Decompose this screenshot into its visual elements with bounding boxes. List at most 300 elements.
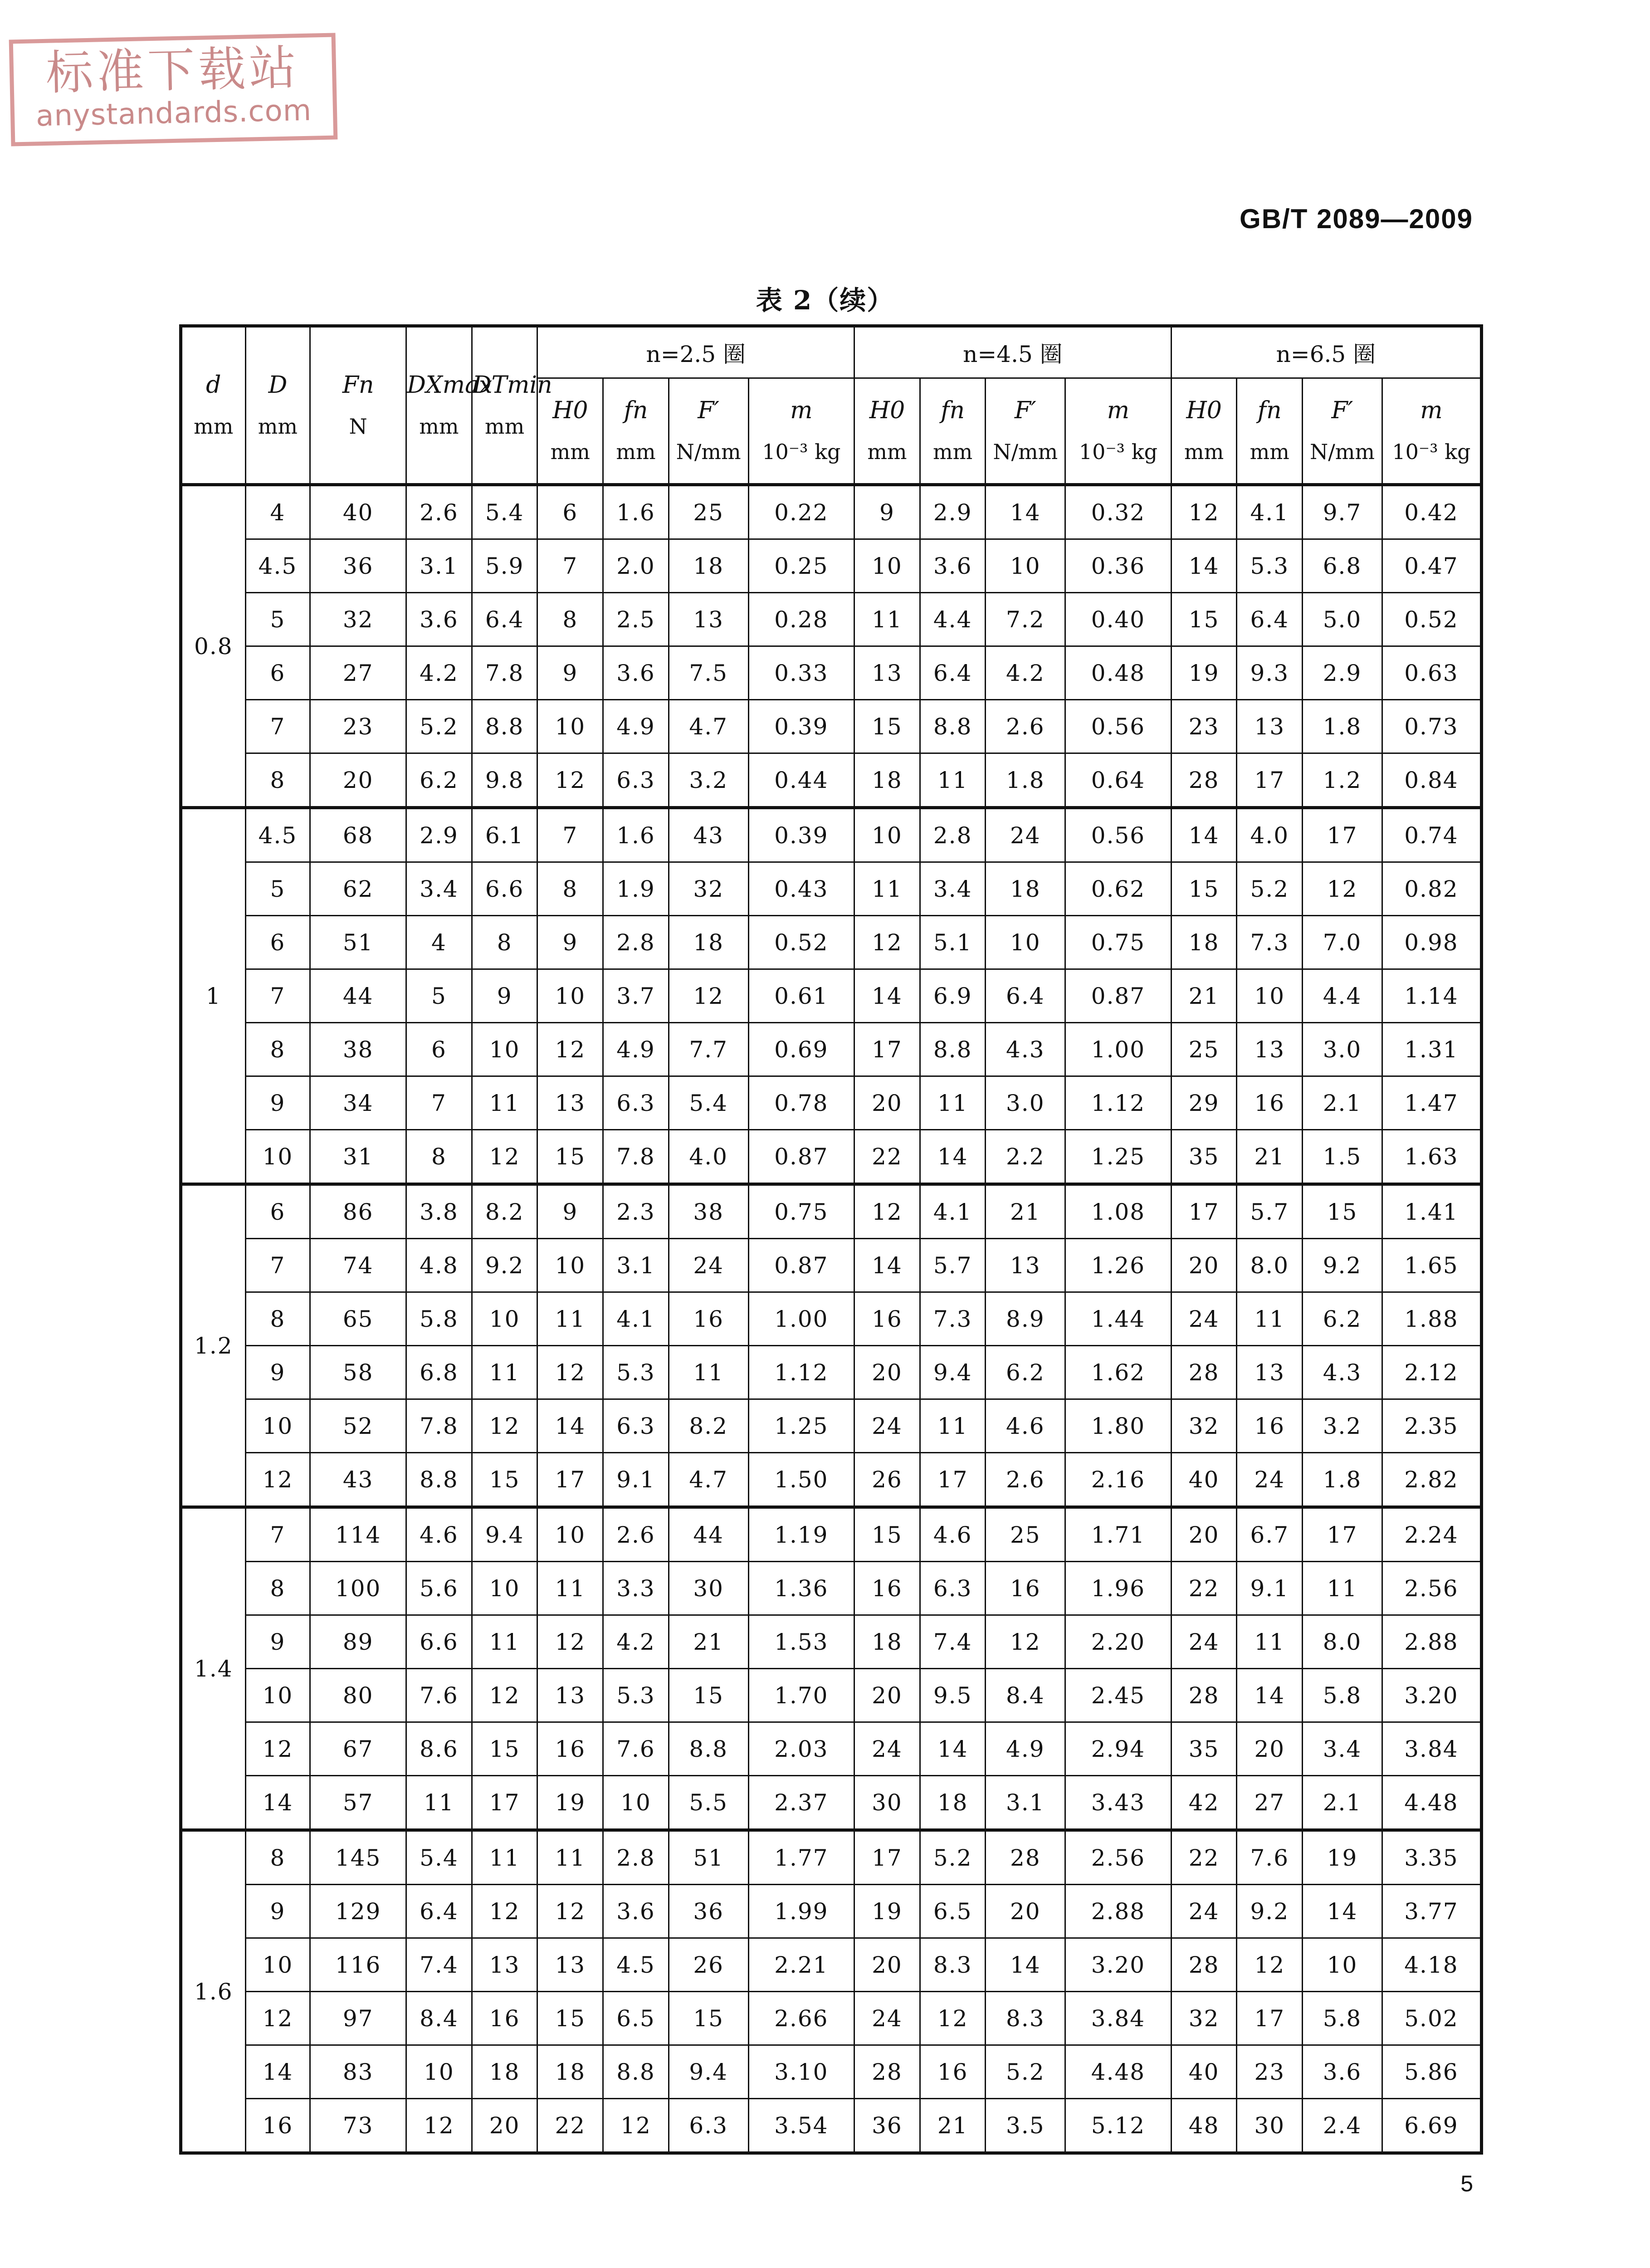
table-cell: 8.2 [472, 1184, 537, 1239]
table-cell: 4.3 [986, 1023, 1065, 1076]
table-cell: 18 [472, 2045, 537, 2099]
table-cell: 16 [1237, 1399, 1303, 1453]
table-cell: 1.65 [1382, 1239, 1481, 1292]
table-cell: 20 [310, 753, 406, 808]
table-row [181, 1669, 1482, 1722]
table-cell: 2.45 [1065, 1669, 1172, 1722]
header-group-n0: n=2.5 圈 [537, 326, 854, 378]
table-cell: 5.2 [1237, 862, 1303, 916]
table-row [181, 593, 1482, 646]
table-cell: 8 [537, 862, 603, 916]
table-cell: 7.6 [406, 1669, 472, 1722]
header-unit: mm [867, 440, 907, 464]
table-cell: 3.10 [748, 2045, 854, 2099]
header-unit: mm [616, 440, 656, 464]
table-cell: 8.0 [1237, 1239, 1303, 1292]
header-sub-2 [1303, 378, 1382, 485]
table-cell: 7.0 [1303, 916, 1382, 969]
table-cell: 20 [854, 1346, 920, 1399]
table-cell: 11 [406, 1776, 472, 1830]
table-cell: 58 [310, 1346, 406, 1399]
stamp-url-text: anystandards.com [35, 93, 312, 133]
table-cell: 83 [310, 2045, 406, 2099]
table-cell: 1.36 [748, 1562, 854, 1615]
header-dxmax [406, 326, 493, 485]
table-cell: 8 [537, 593, 603, 646]
table-cell: 0.52 [1382, 593, 1481, 646]
table-cell: 4.1 [1237, 485, 1303, 539]
table-cell: 0.40 [1065, 593, 1172, 646]
table-cell: 5.86 [1382, 2045, 1481, 2099]
table-cell: 17 [537, 1453, 603, 1507]
table-cell: 26 [854, 1453, 920, 1507]
table-cell: 4.48 [1065, 2045, 1172, 2099]
table-cell: 6.3 [603, 753, 669, 808]
table-cell: 15 [472, 1453, 537, 1507]
table-cell: 0.69 [748, 1023, 854, 1076]
table-cell: 0.32 [1065, 485, 1172, 539]
table-cell: 12 [472, 1399, 537, 1453]
table-row [181, 1507, 1482, 1562]
table-cell: 3.6 [920, 539, 986, 593]
table-cell: 15 [854, 1507, 920, 1562]
table-cell: 5.4 [406, 1830, 472, 1885]
table-cell: 2.88 [1065, 1885, 1172, 1938]
table-cell: 12 [472, 1885, 537, 1938]
table-cell: 3.0 [986, 1076, 1065, 1130]
table-cell: 11 [669, 1346, 748, 1399]
table-cell: 3.4 [1303, 1722, 1382, 1776]
header-sub-3 [1382, 378, 1481, 485]
table-cell: 0.74 [1382, 808, 1481, 862]
table-cell: 1.6 [603, 485, 669, 539]
table-cell: 5.2 [406, 700, 472, 753]
table-cell: 20 [472, 2099, 537, 2153]
table-cell: 5 [245, 593, 310, 646]
table-cell: 3.8 [406, 1184, 472, 1239]
table-cell: 12 [537, 1615, 603, 1669]
table-cell: 32 [310, 593, 406, 646]
table-cell: 9.3 [1237, 646, 1303, 700]
table-cell: 44 [310, 969, 406, 1023]
table-cell: 11 [537, 1292, 603, 1346]
table-cell: 0.39 [748, 808, 854, 862]
table-cell: 4.7 [669, 1453, 748, 1507]
table-cell: 6.69 [1382, 2099, 1481, 2153]
table-cell: 12 [1237, 1938, 1303, 1992]
table-cell: 1.63 [1382, 1130, 1481, 1184]
table-cell: 17 [854, 1023, 920, 1076]
table-cell: 7 [537, 539, 603, 593]
table-cell: 6.6 [472, 862, 537, 916]
table-cell: 0.61 [748, 969, 854, 1023]
table-cell: 10 [537, 1507, 603, 1562]
table-cell: 32 [1171, 1992, 1237, 2045]
table-cell: 0.73 [1382, 700, 1481, 753]
table-cell: 1.88 [1382, 1292, 1481, 1346]
header-symbol: H0 [1186, 397, 1222, 424]
table-cell: 1.41 [1382, 1184, 1481, 1239]
table-cell: 0.28 [748, 593, 854, 646]
table-cell: 18 [920, 1776, 986, 1830]
table-cell: 4.2 [986, 646, 1065, 700]
table-cell: 8 [245, 753, 310, 808]
table-cell: 24 [986, 808, 1065, 862]
table-cell: 35 [1171, 1130, 1237, 1184]
header-unit: mm [550, 440, 590, 464]
table-cell: 11 [472, 1615, 537, 1669]
table-cell: 7.2 [986, 593, 1065, 646]
table-cell: 62 [310, 862, 406, 916]
table-cell: 4.8 [406, 1239, 472, 1292]
table-cell: 9.4 [669, 2045, 748, 2099]
table-cell: 14 [1171, 539, 1237, 593]
header-symbol: Fn [342, 371, 374, 399]
table-cell: 5.2 [986, 2045, 1065, 2099]
table-cell: 25 [986, 1507, 1065, 1562]
table-cell: 12 [245, 1992, 310, 2045]
table-cell: 4 [406, 916, 472, 969]
table-cell: 28 [1171, 1346, 1237, 1399]
table-cell: 12 [245, 1722, 310, 1776]
table-cell: 9.4 [920, 1346, 986, 1399]
table-cell: 20 [1171, 1239, 1237, 1292]
standard-number: GB/T 2089—2009 [1240, 204, 1473, 234]
wire-diameter-cell: 1 [181, 808, 246, 1184]
table-cell: 3.7 [603, 969, 669, 1023]
table-cell: 5.8 [406, 1292, 472, 1346]
table-cell: 4.5 [245, 539, 310, 593]
table-row [181, 2045, 1482, 2099]
table-cell: 6.3 [669, 2099, 748, 2153]
table-cell: 22 [1171, 1562, 1237, 1615]
table-cell: 8.3 [920, 1938, 986, 1992]
table-cell: 1.50 [748, 1453, 854, 1507]
table-cell: 2.2 [986, 1130, 1065, 1184]
table-cell: 17 [1303, 1507, 1382, 1562]
header-sub-1 [920, 378, 986, 485]
table-cell: 0.98 [1382, 916, 1481, 969]
table-cell: 67 [310, 1722, 406, 1776]
table-cell: 3.6 [603, 1885, 669, 1938]
table-cell: 3.20 [1382, 1669, 1481, 1722]
table-cell: 13 [537, 1669, 603, 1722]
table-cell: 0.33 [748, 646, 854, 700]
table-cell: 3.6 [603, 646, 669, 700]
table-cell: 11 [920, 1399, 986, 1453]
table-cell: 21 [669, 1615, 748, 1669]
table-cell: 10 [986, 539, 1065, 593]
table-cell: 0.22 [748, 485, 854, 539]
table-cell: 19 [1303, 1830, 1382, 1885]
table-cell: 1.96 [1065, 1562, 1172, 1615]
table-cell: 7.4 [406, 1938, 472, 1992]
table-cell: 129 [310, 1885, 406, 1938]
table-cell: 7 [537, 808, 603, 862]
table-cell: 0.25 [748, 539, 854, 593]
table-cell: 6.4 [986, 969, 1065, 1023]
table-cell: 2.6 [406, 485, 472, 539]
table-cell: 40 [1171, 2045, 1237, 2099]
table-cell: 1.8 [986, 753, 1065, 808]
table-cell: 3.84 [1065, 1992, 1172, 2045]
table-row [181, 1076, 1482, 1130]
table-cell: 2.66 [748, 1992, 854, 2045]
table-row [181, 1399, 1482, 1453]
table-row [181, 1453, 1482, 1507]
table-cell: 2.35 [1382, 1399, 1481, 1453]
table-cell: 17 [1237, 1992, 1303, 2045]
table-cell: 2.56 [1065, 1830, 1172, 1885]
table-cell: 3.54 [748, 2099, 854, 2153]
table-cell: 9.5 [920, 1669, 986, 1722]
table-cell: 12 [854, 916, 920, 969]
table-cell: 5.3 [1237, 539, 1303, 593]
table-cell: 13 [472, 1938, 537, 1992]
table-cell: 36 [669, 1885, 748, 1938]
table-row [181, 646, 1482, 700]
table-cell: 10 [1237, 969, 1303, 1023]
table-cell: 2.9 [920, 485, 986, 539]
table-cell: 14 [1237, 1669, 1303, 1722]
header-symbol: H0 [552, 397, 588, 424]
table-cell: 10 [245, 1938, 310, 1992]
table-cell: 9 [472, 969, 537, 1023]
header-symbol: DXmax [407, 371, 493, 399]
table-cell: 18 [854, 1615, 920, 1669]
table-cell: 0.75 [748, 1184, 854, 1239]
table-cell: 4.0 [1237, 808, 1303, 862]
table-cell: 12 [1171, 485, 1237, 539]
table-body [181, 485, 1482, 2153]
header-unit: mm [258, 414, 298, 439]
table-cell: 6.3 [920, 1562, 986, 1615]
header-sub-3 [748, 378, 854, 485]
table-cell: 7.3 [920, 1292, 986, 1346]
table-cell: 9 [537, 646, 603, 700]
table-cell: 2.9 [1303, 646, 1382, 700]
table-cell: 1.47 [1382, 1076, 1481, 1130]
header-unit: N/mm [1309, 440, 1375, 464]
table-cell: 20 [986, 1885, 1065, 1938]
table-cell: 9 [537, 916, 603, 969]
table-cell: 4.6 [920, 1507, 986, 1562]
table-cell: 14 [854, 1239, 920, 1292]
table-cell: 7.5 [669, 646, 748, 700]
table-cell: 1.14 [1382, 969, 1481, 1023]
table-cell: 10 [986, 916, 1065, 969]
table-cell: 16 [1237, 1076, 1303, 1130]
table-cell: 6.1 [472, 808, 537, 862]
table-cell: 8 [472, 916, 537, 969]
table-cell: 16 [986, 1562, 1065, 1615]
table-cell: 0.87 [748, 1130, 854, 1184]
table-cell: 9 [245, 1885, 310, 1938]
table-cell: 9 [245, 1076, 310, 1130]
table-cell: 5.3 [603, 1669, 669, 1722]
table-cell: 2.24 [1382, 1507, 1481, 1562]
header-row-1 [181, 326, 1482, 378]
table-cell: 18 [669, 539, 748, 593]
table-cell: 14 [1171, 808, 1237, 862]
table-cell: 0.52 [748, 916, 854, 969]
table-cell: 8.8 [406, 1453, 472, 1507]
table-cell: 12 [472, 1669, 537, 1722]
table-cell: 6.4 [1237, 593, 1303, 646]
table-cell: 86 [310, 1184, 406, 1239]
table-cell: 7.6 [1237, 1830, 1303, 1885]
table-cell: 1.25 [748, 1399, 854, 1453]
header-symbol: fn [624, 397, 648, 424]
table-cell: 2.12 [1382, 1346, 1481, 1399]
table-cell: 48 [1171, 2099, 1237, 2153]
table-cell: 8 [406, 1130, 472, 1184]
table-cell: 4.1 [603, 1292, 669, 1346]
table-cell: 8.0 [1303, 1615, 1382, 1669]
table-cell: 21 [986, 1184, 1065, 1239]
table-cell: 5.02 [1382, 1992, 1481, 2045]
table-cell: 7.8 [603, 1130, 669, 1184]
table-cell: 4.6 [406, 1507, 472, 1562]
header-d [181, 326, 246, 485]
table-cell: 51 [669, 1830, 748, 1885]
table-cell: 10 [472, 1562, 537, 1615]
table-cell: 13 [986, 1239, 1065, 1292]
table-cell: 73 [310, 2099, 406, 2153]
header-sub-2 [986, 378, 1065, 485]
table-cell: 0.78 [748, 1076, 854, 1130]
table-cell: 0.56 [1065, 700, 1172, 753]
table-cell: 24 [854, 1722, 920, 1776]
table-row [181, 1130, 1482, 1184]
table-cell: 11 [854, 593, 920, 646]
header-symbol: m [790, 397, 813, 424]
table-cell: 10 [406, 2045, 472, 2099]
table-cell: 2.5 [603, 593, 669, 646]
table-row [181, 1023, 1482, 1076]
table-row [181, 1992, 1482, 2045]
table-cell: 34 [310, 1076, 406, 1130]
table-cell: 14 [1303, 1885, 1382, 1938]
table-cell: 5.7 [920, 1239, 986, 1292]
header-unit: mm [933, 440, 973, 464]
table-cell: 7.6 [603, 1722, 669, 1776]
table-cell: 51 [310, 916, 406, 969]
table-cell: 1.44 [1065, 1292, 1172, 1346]
table-cell: 0.56 [1065, 808, 1172, 862]
table-cell: 6.3 [603, 1399, 669, 1453]
table-cell: 12 [669, 969, 748, 1023]
table-cell: 12 [854, 1184, 920, 1239]
table-row [181, 1184, 1482, 1239]
table-cell: 17 [472, 1776, 537, 1830]
table-cell: 3.3 [603, 1562, 669, 1615]
table-cell: 11 [472, 1076, 537, 1130]
table-cell: 4.6 [986, 1399, 1065, 1453]
table-cell: 52 [310, 1399, 406, 1453]
table-cell: 20 [1171, 1507, 1237, 1562]
header-symbol: fn [1257, 397, 1282, 424]
header-sub-3 [1065, 378, 1172, 485]
table-cell: 116 [310, 1938, 406, 1992]
table-cell: 5.4 [669, 1076, 748, 1130]
table-row [181, 1722, 1482, 1776]
table-cell: 12 [1303, 862, 1382, 916]
table-cell: 11 [472, 1346, 537, 1399]
table-cell: 6.9 [920, 969, 986, 1023]
table-cell: 12 [603, 2099, 669, 2153]
table-cell: 2.8 [603, 1830, 669, 1885]
table-cell: 7.4 [920, 1615, 986, 1669]
table-cell: 11 [920, 753, 986, 808]
table-cell: 9.1 [603, 1453, 669, 1507]
table-cell: 3.35 [1382, 1830, 1481, 1885]
table-cell: 5.8 [1303, 1992, 1382, 2045]
table-cell: 18 [1171, 916, 1237, 969]
table-cell: 6 [537, 485, 603, 539]
table-row [181, 808, 1482, 862]
table-cell: 28 [986, 1830, 1065, 1885]
table-cell: 4.5 [603, 1938, 669, 1992]
table-cell: 1.31 [1382, 1023, 1481, 1076]
table-cell: 1.9 [603, 862, 669, 916]
table-cell: 0.64 [1065, 753, 1172, 808]
table-cell: 4.4 [1303, 969, 1382, 1023]
table-row [181, 1562, 1482, 1615]
table-cell: 2.4 [1303, 2099, 1382, 2153]
table-cell: 0.62 [1065, 862, 1172, 916]
table-cell: 0.75 [1065, 916, 1172, 969]
table-cell: 14 [245, 1776, 310, 1830]
table-cell: 0.39 [748, 700, 854, 753]
table-cell: 9.2 [472, 1239, 537, 1292]
table-cell: 5.5 [669, 1776, 748, 1830]
table-cell: 1.12 [748, 1346, 854, 1399]
table-cell: 6.8 [1303, 539, 1382, 593]
table-cell: 1.26 [1065, 1239, 1172, 1292]
table-cell: 3.2 [1303, 1399, 1382, 1453]
table-cell: 10 [854, 539, 920, 593]
header-sub-0 [854, 378, 920, 485]
table-cell: 5.4 [472, 485, 537, 539]
table-cell: 18 [669, 916, 748, 969]
table-cell: 24 [1171, 1615, 1237, 1669]
table-cell: 6.3 [603, 1076, 669, 1130]
table-cell: 10 [537, 969, 603, 1023]
table-cell: 28 [1171, 1669, 1237, 1722]
table-cell: 40 [310, 485, 406, 539]
table-cell: 12 [537, 1885, 603, 1938]
header-sub-2 [669, 378, 748, 485]
table-cell: 8 [245, 1562, 310, 1615]
table-cell: 4.2 [406, 646, 472, 700]
table-cell: 0.63 [1382, 646, 1481, 700]
table-cell: 5.0 [1303, 593, 1382, 646]
table-cell: 9.8 [472, 753, 537, 808]
table-cell: 11 [537, 1830, 603, 1885]
table-cell: 15 [537, 1130, 603, 1184]
header-unit: 10⁻³ kg [1079, 440, 1158, 464]
header-symbol: d [206, 371, 221, 399]
header-symbol: m [1107, 397, 1130, 424]
table-cell: 31 [310, 1130, 406, 1184]
table-cell: 3.1 [986, 1776, 1065, 1830]
table-cell: 3.20 [1065, 1938, 1172, 1992]
table-cell: 5.12 [1065, 2099, 1172, 2153]
table-cell: 2.6 [986, 1453, 1065, 1507]
header-d [245, 326, 310, 485]
table-cell: 114 [310, 1507, 406, 1562]
